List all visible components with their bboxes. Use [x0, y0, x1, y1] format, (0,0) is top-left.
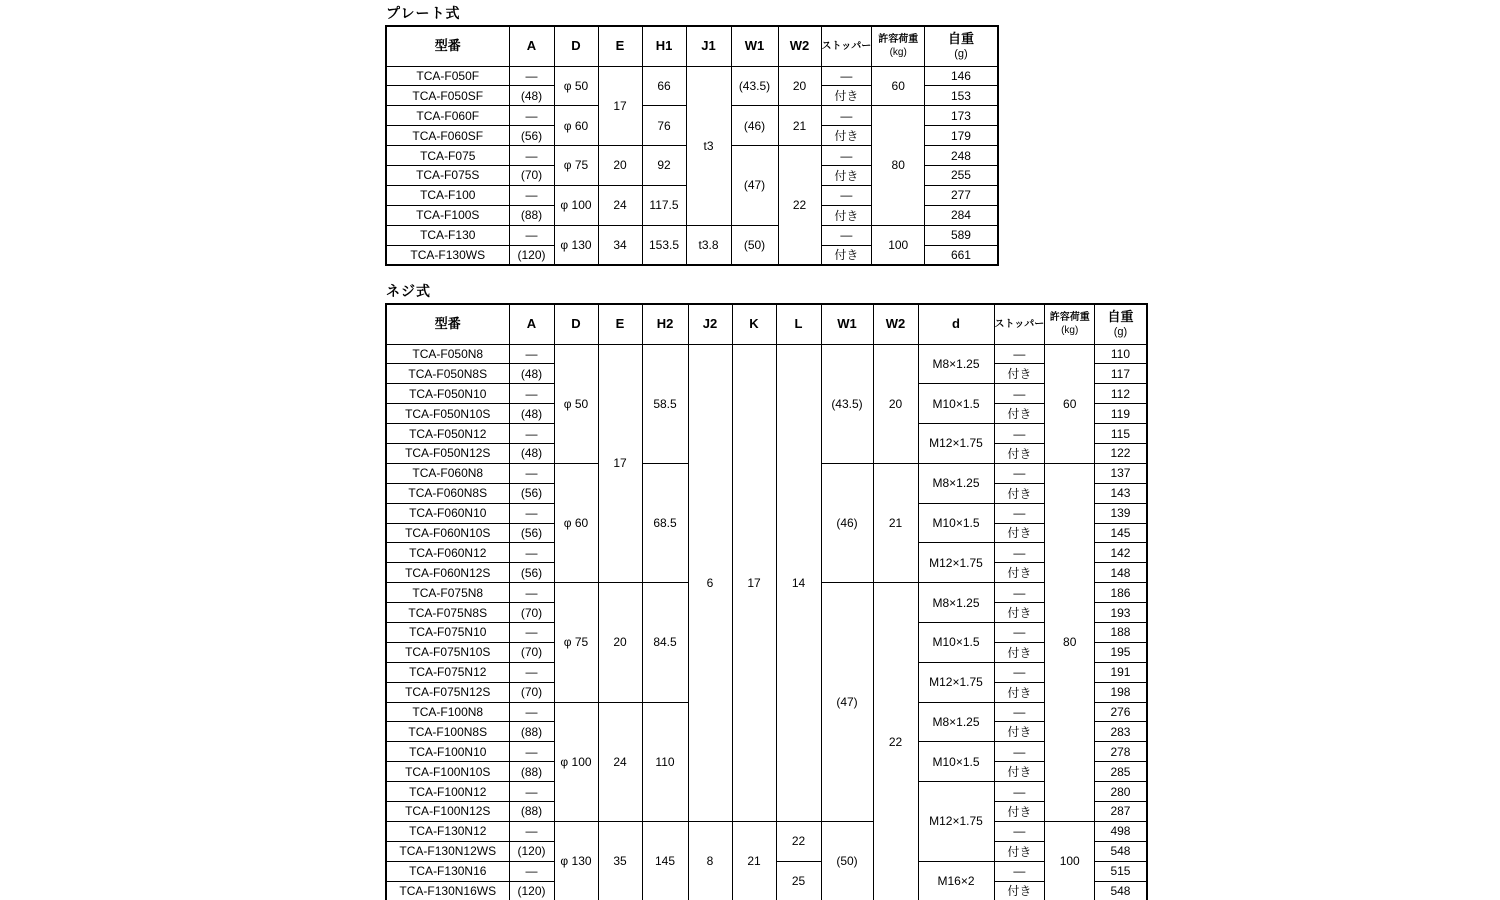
table-cell: —	[994, 543, 1045, 563]
table-cell: 24	[598, 702, 642, 821]
table-cell: (56)	[509, 563, 554, 583]
column-header: H1	[642, 26, 686, 66]
table-cell: 60	[872, 66, 925, 106]
table-cell: (56)	[509, 523, 554, 543]
model-cell: TCA-F050N12S	[386, 443, 509, 463]
table-cell: (48)	[509, 443, 554, 463]
table-cell: 278	[1095, 742, 1147, 762]
table-cell: —	[994, 782, 1045, 802]
table-cell: —	[509, 344, 554, 364]
model-cell: TCA-F100N10S	[386, 762, 509, 782]
table-cell: 35	[598, 821, 642, 900]
table-cell: (46)	[731, 106, 778, 146]
table-cell: 20	[598, 146, 642, 186]
column-header: J2	[688, 304, 732, 344]
table-cell: 22	[778, 146, 821, 265]
table-cell: 193	[1095, 603, 1147, 623]
column-header: 型番	[386, 304, 509, 344]
table-cell: 100	[1045, 821, 1095, 900]
table-cell: 153	[925, 86, 998, 106]
table-cell: 548	[1095, 881, 1147, 900]
model-cell: TCA-F060N8S	[386, 483, 509, 503]
table-cell: 付き	[994, 801, 1045, 821]
column-header: A	[509, 304, 554, 344]
table-cell: 付き	[994, 762, 1045, 782]
model-cell: TCA-F075N12	[386, 662, 509, 682]
table-cell: —	[994, 622, 1045, 642]
table-cell: 100	[872, 225, 925, 265]
table-cell: (70)	[509, 165, 554, 185]
table-cell: 付き	[994, 603, 1045, 623]
table-cell: 17	[598, 344, 642, 583]
table-cell: (48)	[509, 86, 554, 106]
model-cell: TCA-F050N10S	[386, 404, 509, 424]
model-cell: TCA-F100N12S	[386, 801, 509, 821]
model-cell: TCA-F050N12	[386, 424, 509, 444]
model-cell: TCA-F075N10	[386, 622, 509, 642]
column-header: ストッパー	[994, 304, 1045, 344]
table-cell: φ 100	[554, 702, 598, 821]
column-header: E	[598, 26, 642, 66]
table-row	[386, 66, 998, 86]
column-header: K	[732, 304, 776, 344]
table-cell: (120)	[509, 245, 554, 265]
table-cell: t3	[686, 66, 731, 225]
table-cell: —	[509, 861, 554, 881]
table-cell: —	[509, 742, 554, 762]
table-cell: —	[994, 384, 1045, 404]
table-cell: 179	[925, 126, 998, 146]
table-cell: (43.5)	[821, 344, 873, 463]
table-cell: (70)	[509, 682, 554, 702]
table-cell: 22	[776, 821, 821, 861]
table-cell: 145	[642, 821, 688, 900]
table-cell: M10×1.5	[918, 503, 994, 543]
table-cell: (70)	[509, 603, 554, 623]
table-cell: M8×1.25	[918, 344, 994, 384]
model-cell: TCA-F050F	[386, 66, 509, 86]
table-cell: φ 50	[554, 66, 598, 106]
table-cell: 122	[1095, 443, 1147, 463]
table-cell: —	[509, 821, 554, 841]
table-cell: M8×1.25	[918, 702, 994, 742]
table-cell: —	[994, 424, 1045, 444]
table-cell: 137	[1095, 463, 1147, 483]
table-cell: 548	[1095, 841, 1147, 861]
model-cell: TCA-F050N8	[386, 344, 509, 364]
table-cell: M10×1.5	[918, 384, 994, 424]
table-cell: (50)	[821, 821, 873, 900]
table-cell: 191	[1095, 662, 1147, 682]
model-cell: TCA-F100S	[386, 205, 509, 225]
table-cell: 284	[925, 205, 998, 225]
table-cell: 20	[598, 583, 642, 702]
table-cell: 80	[1045, 463, 1095, 821]
column-header: H2	[642, 304, 688, 344]
table-cell: 付き	[994, 483, 1045, 503]
table-cell: 283	[1095, 722, 1147, 742]
table-cell: —	[509, 106, 554, 126]
table-cell: φ 75	[554, 146, 598, 186]
table-cell: 68.5	[642, 463, 688, 582]
table-cell: 255	[925, 165, 998, 185]
model-cell: TCA-F100N12	[386, 782, 509, 802]
table-cell: 付き	[994, 563, 1045, 583]
table-cell: 付き	[994, 722, 1045, 742]
table-cell: 付き	[994, 404, 1045, 424]
column-header: L	[776, 304, 821, 344]
screw-type-spec-table	[385, 303, 1148, 900]
column-header: W1	[821, 304, 873, 344]
model-cell: TCA-F130N16	[386, 861, 509, 881]
table-cell: —	[509, 185, 554, 205]
model-cell: TCA-F075N10S	[386, 642, 509, 662]
table-cell: —	[509, 225, 554, 245]
model-cell: TCA-F050N8S	[386, 364, 509, 384]
table-cell: —	[509, 424, 554, 444]
plate-table-title: プレート式	[386, 5, 461, 21]
column-header: ストッパー	[821, 26, 872, 66]
table-cell: φ 75	[554, 583, 598, 702]
table-cell: —	[994, 861, 1045, 881]
table-cell: 92	[642, 146, 686, 186]
table-cell: (47)	[821, 583, 873, 822]
plate-type-spec-table	[385, 25, 999, 266]
table-cell: 276	[1095, 702, 1147, 722]
plate-table-header	[386, 26, 998, 66]
table-cell: (120)	[509, 841, 554, 861]
table-cell: —	[509, 146, 554, 166]
table-cell: φ 100	[554, 185, 598, 225]
column-header-unit: (g)	[1113, 325, 1128, 338]
header-row	[386, 304, 1147, 344]
table-cell: 付き	[821, 205, 872, 225]
model-cell: TCA-F075N12S	[386, 682, 509, 702]
column-header: J1	[686, 26, 731, 66]
table-cell: —	[821, 106, 872, 126]
table-cell: (56)	[509, 483, 554, 503]
table-cell: M12×1.75	[918, 424, 994, 464]
table-row	[386, 821, 1147, 841]
model-cell: TCA-F060N10S	[386, 523, 509, 543]
screw-table-body	[386, 344, 1147, 900]
table-cell: 58.5	[642, 344, 688, 463]
table-cell: —	[509, 463, 554, 483]
column-header: 自重 (g)	[925, 26, 998, 66]
table-cell: 20	[873, 344, 918, 463]
table-cell: 287	[1095, 801, 1147, 821]
table-cell: —	[509, 782, 554, 802]
table-cell: 117.5	[642, 185, 686, 225]
table-cell: (43.5)	[731, 66, 778, 106]
table-cell: 21	[873, 463, 918, 582]
table-cell: M8×1.25	[918, 463, 994, 503]
table-cell: 付き	[821, 126, 872, 146]
column-header: W2	[873, 304, 918, 344]
table-cell: (120)	[509, 881, 554, 900]
table-cell: M10×1.5	[918, 622, 994, 662]
plate-type-section	[385, 3, 999, 266]
table-cell: 付き	[994, 523, 1045, 543]
column-header: 型番	[386, 26, 509, 66]
model-cell: TCA-F100N8	[386, 702, 509, 722]
table-cell: 146	[925, 66, 998, 86]
table-cell: 25	[776, 861, 821, 900]
table-cell: —	[821, 185, 872, 205]
table-cell: M8×1.25	[918, 583, 994, 623]
table-cell: 248	[925, 146, 998, 166]
table-cell: 285	[1095, 762, 1147, 782]
column-header: W1	[731, 26, 778, 66]
column-header: 許容荷重 (kg)	[872, 26, 925, 66]
table-cell: 117	[1095, 364, 1147, 384]
column-header: 自重 (g)	[1095, 304, 1147, 344]
table-cell: 515	[1095, 861, 1147, 881]
table-cell: —	[509, 384, 554, 404]
table-cell: 付き	[994, 881, 1045, 900]
table-cell: 付き	[994, 364, 1045, 384]
table-cell: 21	[732, 821, 776, 900]
table-cell: —	[994, 662, 1045, 682]
table-cell: M12×1.75	[918, 662, 994, 702]
table-cell: φ 60	[554, 106, 598, 146]
table-cell: M10×1.5	[918, 742, 994, 782]
table-cell: 112	[1095, 384, 1147, 404]
table-cell: 付き	[821, 245, 872, 265]
model-cell: TCA-F060SF	[386, 126, 509, 146]
model-cell: TCA-F130	[386, 225, 509, 245]
table-cell: —	[994, 583, 1045, 603]
table-cell: 付き	[994, 642, 1045, 662]
model-cell: TCA-F060N12	[386, 543, 509, 563]
table-cell: 119	[1095, 404, 1147, 424]
column-header-unit: (kg)	[1061, 324, 1079, 336]
table-cell: 21	[778, 106, 821, 146]
table-cell: —	[509, 662, 554, 682]
table-cell: 付き	[994, 682, 1045, 702]
table-cell: (48)	[509, 364, 554, 384]
table-cell: 139	[1095, 503, 1147, 523]
column-header: W2	[778, 26, 821, 66]
table-cell: φ 50	[554, 344, 598, 463]
table-cell: —	[509, 66, 554, 86]
table-cell: —	[821, 146, 872, 166]
table-cell: 17	[732, 344, 776, 821]
table-cell: —	[821, 66, 872, 86]
table-cell: 14	[776, 344, 821, 821]
column-header-unit: (g)	[954, 47, 968, 60]
model-cell: TCA-F075N8S	[386, 603, 509, 623]
model-cell: TCA-F060N8	[386, 463, 509, 483]
column-header: D	[554, 26, 598, 66]
table-cell: 84.5	[642, 583, 688, 702]
table-cell: 6	[688, 344, 732, 821]
table-cell: —	[509, 622, 554, 642]
table-cell: —	[994, 702, 1045, 722]
table-cell: 20	[778, 66, 821, 106]
model-cell: TCA-F050N10	[386, 384, 509, 404]
table-cell: 76	[642, 106, 686, 146]
table-cell: M12×1.75	[918, 543, 994, 583]
model-cell: TCA-F100N8S	[386, 722, 509, 742]
model-cell: TCA-F100	[386, 185, 509, 205]
table-cell: 145	[1095, 523, 1147, 543]
model-cell: TCA-F050SF	[386, 86, 509, 106]
table-cell: 277	[925, 185, 998, 205]
column-header: 許容荷重 (kg)	[1045, 304, 1095, 344]
table-row	[386, 344, 1147, 364]
table-cell: —	[509, 583, 554, 603]
table-cell: (50)	[731, 225, 778, 265]
model-cell: TCA-F130N12WS	[386, 841, 509, 861]
column-header-unit: (kg)	[889, 46, 907, 58]
table-cell: (88)	[509, 801, 554, 821]
model-cell: TCA-F130WS	[386, 245, 509, 265]
model-cell: TCA-F060F	[386, 106, 509, 126]
table-cell: —	[994, 344, 1045, 364]
table-cell: 195	[1095, 642, 1147, 662]
table-cell: 付き	[821, 86, 872, 106]
table-cell: (46)	[821, 463, 873, 582]
table-cell: 661	[925, 245, 998, 265]
table-cell: (88)	[509, 762, 554, 782]
table-cell: 188	[1095, 622, 1147, 642]
table-cell: (47)	[731, 146, 778, 226]
table-cell: 17	[598, 66, 642, 146]
table-cell: 280	[1095, 782, 1147, 802]
table-cell: 153.5	[642, 225, 686, 265]
table-cell: M12×1.75	[918, 782, 994, 862]
screw-type-section	[385, 281, 1148, 900]
table-cell: 142	[1095, 543, 1147, 563]
table-cell: 498	[1095, 821, 1147, 841]
table-cell: (56)	[509, 126, 554, 146]
table-cell: (88)	[509, 205, 554, 225]
table-cell: 付き	[994, 841, 1045, 861]
table-cell: 付き	[994, 443, 1045, 463]
table-cell: 8	[688, 821, 732, 900]
model-cell: TCA-F075S	[386, 165, 509, 185]
table-cell: 143	[1095, 483, 1147, 503]
table-cell: 198	[1095, 682, 1147, 702]
table-cell: 110	[642, 702, 688, 821]
table-cell: 24	[598, 185, 642, 225]
header-row	[386, 26, 998, 66]
model-cell: TCA-F130N12	[386, 821, 509, 841]
table-cell: —	[994, 463, 1045, 483]
table-cell: 589	[925, 225, 998, 245]
table-cell: t3.8	[686, 225, 731, 265]
table-cell: (48)	[509, 404, 554, 424]
table-cell: M16×2	[918, 861, 994, 900]
table-cell: —	[509, 702, 554, 722]
model-cell: TCA-F100N10	[386, 742, 509, 762]
table-cell: —	[994, 742, 1045, 762]
model-cell: TCA-F060N12S	[386, 563, 509, 583]
table-cell: —	[994, 503, 1045, 523]
column-header: E	[598, 304, 642, 344]
table-cell: φ 60	[554, 463, 598, 582]
table-cell: 80	[872, 106, 925, 225]
table-cell: 34	[598, 225, 642, 265]
column-header: D	[554, 304, 598, 344]
table-row	[386, 225, 998, 245]
table-cell: 110	[1095, 344, 1147, 364]
table-cell: —	[509, 503, 554, 523]
table-cell: 60	[1045, 344, 1095, 463]
table-cell: 115	[1095, 424, 1147, 444]
screw-table-header	[386, 304, 1147, 344]
table-cell: φ 130	[554, 821, 598, 900]
table-cell: —	[821, 225, 872, 245]
table-cell: 66	[642, 66, 686, 106]
table-cell: (88)	[509, 722, 554, 742]
model-cell: TCA-F130N16WS	[386, 881, 509, 900]
table-cell: 148	[1095, 563, 1147, 583]
plate-table-body	[386, 66, 998, 265]
model-cell: TCA-F060N10	[386, 503, 509, 523]
table-cell: 186	[1095, 583, 1147, 603]
table-cell: φ 130	[554, 225, 598, 265]
table-cell: 22	[873, 583, 918, 900]
column-header: d	[918, 304, 994, 344]
screw-table-title: ネジ式	[386, 283, 431, 299]
model-cell: TCA-F075	[386, 146, 509, 166]
table-cell: 付き	[821, 165, 872, 185]
table-cell: (70)	[509, 642, 554, 662]
table-cell: —	[509, 543, 554, 563]
table-cell: 173	[925, 106, 998, 126]
table-cell: —	[994, 821, 1045, 841]
model-cell: TCA-F075N8	[386, 583, 509, 603]
column-header: A	[509, 26, 554, 66]
